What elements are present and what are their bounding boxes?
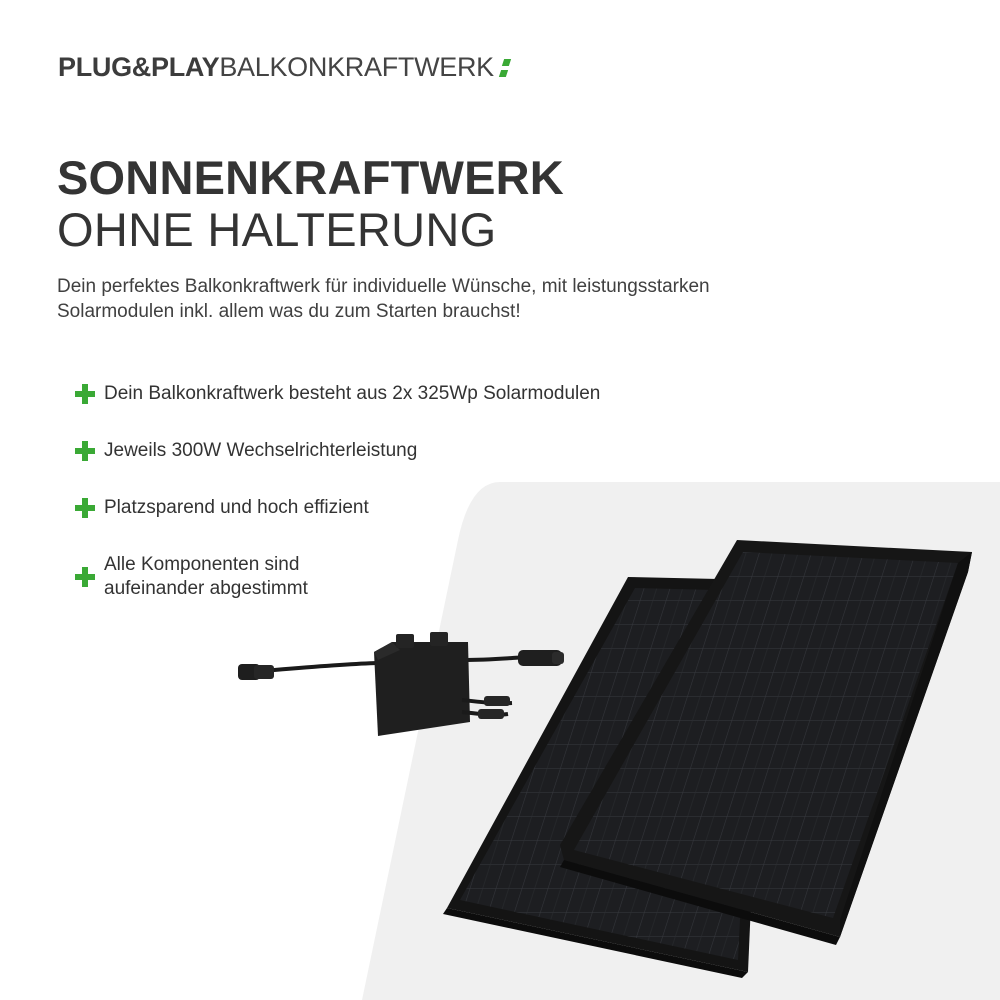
feature-text: Jeweils 300W Wechselrichterleistung — [104, 440, 418, 461]
microinverter — [238, 632, 564, 736]
title-line-2: OHNE HALTERUNG — [57, 203, 497, 256]
title-line-1: SONNENKRAFTWERK — [57, 151, 564, 204]
feature-text: Dein Balkonkraftwerk besteht aus 2x 325Wp Solarmodulen — [104, 383, 601, 404]
feature-text: Platzsparend und hoch effizient — [104, 497, 369, 518]
logo-bold-text: PLUG&PLAY — [58, 52, 220, 82]
feature-text: Alle Komponenten sind aufeinander abgestimmt — [104, 554, 308, 599]
intro-text: Dein perfektes Balkonkraftwerk für individuelle Wünsche, mit leistungsstarken Solarmodulen inkl. allem was du zum Starten brauchst! — [57, 276, 710, 322]
logo-light-text: BALKONKRAFTWERK — [219, 52, 494, 82]
